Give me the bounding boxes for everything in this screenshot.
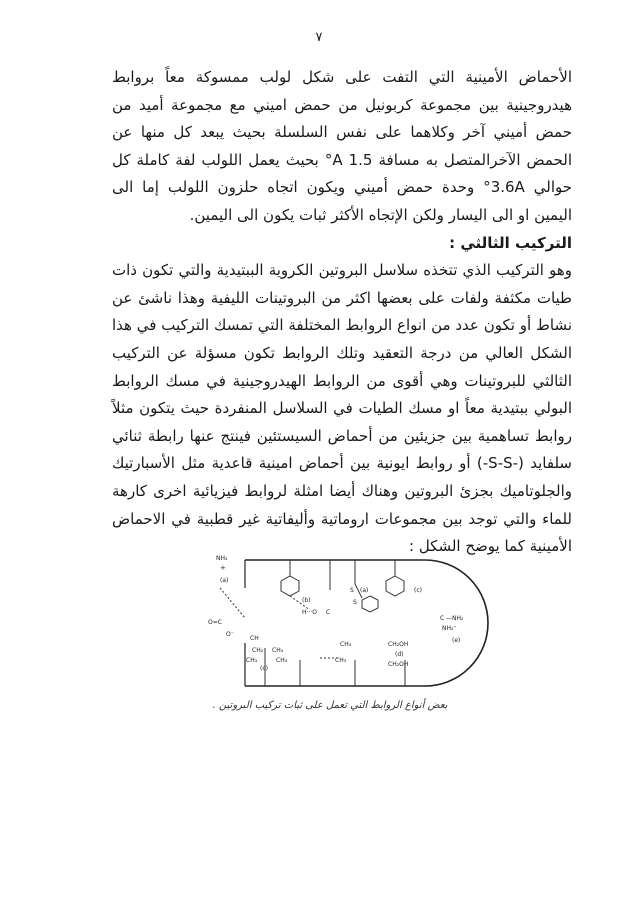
polypeptide-backbone <box>245 560 488 686</box>
body-text <box>112 64 572 561</box>
leucine-ring <box>362 596 378 612</box>
label-ch2: CH₂ <box>252 647 264 654</box>
label-d: (d) <box>395 651 404 658</box>
label-ch3-b: CH₃ <box>272 647 284 654</box>
label-b: (b) <box>302 597 311 604</box>
label-ch3-mid2: CH₃ <box>335 657 347 664</box>
label-nh2-plus: NH₂⁺ <box>442 625 457 632</box>
label-c-bottom: (c) <box>260 665 268 672</box>
label-h-o: H···O <box>302 609 317 616</box>
label-ch3-c: CH₃ <box>276 657 288 664</box>
label-nh3-top: NH₃ <box>216 555 228 562</box>
label-ch: CH <box>250 635 259 642</box>
label-ch2oh-top: CH₂OH <box>388 641 409 648</box>
label-o-minus: O⁻ <box>226 631 234 638</box>
label-c-minus: C <box>326 609 331 616</box>
figure-caption: بعض أنواع الروابط التي تعمل على ثبات تركيب البروتين . <box>212 700 448 711</box>
tertiary-structure-heading: التركيب الثالثي : <box>449 233 572 252</box>
phenylalanine-ring <box>386 576 404 596</box>
label-a-mid: (a) <box>360 587 369 594</box>
label-a1: (a) <box>220 577 229 584</box>
tyrosine-ring <box>281 576 299 596</box>
label-c-right: (c) <box>414 587 422 594</box>
label-ch3-a: CH₃ <box>246 657 258 664</box>
label-o-c: O=C <box>208 619 222 626</box>
protein-bonds-diagram <box>190 548 495 698</box>
protein-bonds-figure <box>190 548 495 698</box>
label-plus: + <box>220 564 226 572</box>
label-ch3-mid: CH₃ <box>340 641 352 648</box>
label-nh2: —NH₂ <box>446 615 464 622</box>
label-c-nh2: C <box>440 615 445 622</box>
page-number: ٧ <box>315 30 323 45</box>
label-ch2oh-bottom: CH₂OH <box>388 661 409 668</box>
tertiary-structure-paragraph: وهو التركيب الذي تتخذه سلاسل البروتين الكروية الببتيدية والتي تكون ذات طيات مكثفة ولفات على بعضها اكثر من البروتينات الليفية وهذا ناشئ عن نشاط أو تكون عدد من انواع الروابط المختلفة التي تمسك التركيب في هذا الشكل العالي من درجة التعقيد وتلك الروابط تكون مسؤلة عن التركيب الثالثي للبروتينات وهي أقوى من الروابط الهيدروجينية في مسك الروابط البولي ببتيدية معاً او مسك الطيات في السلاسل المنفردة حيث يتكون مثلاً روابط تساهمية بين جزيئين من أحماض السيستئين فينتج عنها رابطة ثنائي سلفايد (-S-S-) أو روابط ايونية بين أحماض امينية قاعدية مثل الأسبارتيك والجلوتاميك بجزئ البروتين وهناك أيضا امثلة لروابط فيزيائية اخرى كارهة للماء والتي توجد بين مجموعات اروماتية وأليفاتية غير قطبية في الاحماض الأمينية كما يوضح الشكل : <box>112 261 572 556</box>
label-s-top: S <box>350 587 354 594</box>
intro-paragraph: الأحماض الأمينية التي التفت على شكل لولب ممسوكة معاً بروابط هيدروجينية بين مجموعة كربونيل من حمض اميني مع مجموعة أميد من حمض أميني آخر وكلاهما على نفس السلسلة بحيث يبعد كل منها عن الحمض الآخرالمتصل به مسافة 1.5 A° بحيث يعمل اللولب لفة كاملة كل حوالي 3.6A° وحدة حمض أميني ويكون اتجاه حلزون اللولب إما الى اليمين او الى اليسار ولكن الإتجاه الأكثر ثبات يكون الى اليمين. <box>112 68 573 224</box>
label-s-bottom: S <box>353 599 357 606</box>
label-e: (e) <box>452 637 461 644</box>
